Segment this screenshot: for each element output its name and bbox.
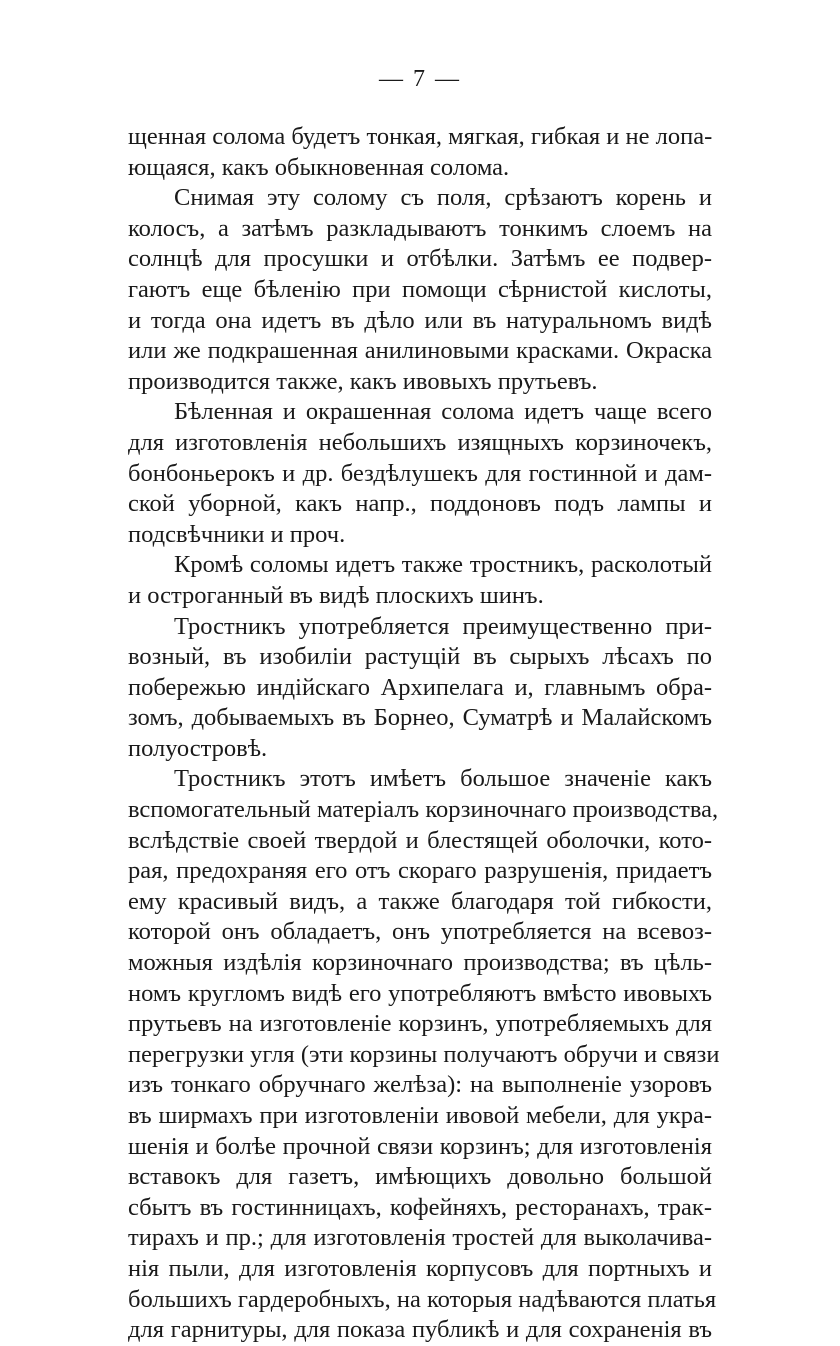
text-line: возный, въ изобиліи растущій въ сырыхъ лѣсахъ по [128, 643, 712, 671]
text-line: для изготовленія небольшихъ изящныхъ корзиночекъ, [128, 428, 712, 456]
text-line: для гарнитуры, для показа публикѣ и для сохраненія въ [128, 1316, 712, 1344]
text-line: щенная солома будетъ тонкая, мягкая, гибкая и не лопа- [128, 123, 713, 150]
text-line: ской уборной, какъ напр., поддоновъ подъ лампы и [128, 490, 712, 518]
text-line: которой онъ обладаетъ, онъ употребляется на всевоз- [128, 918, 712, 946]
text-line: вставокъ для газетъ, имѣющихъ довольно большой [128, 1163, 712, 1191]
text-line: или же подкрашенная анилиновыми красками. Окраска [128, 337, 712, 365]
text-line: номъ кругломъ видѣ его употребляютъ вмѣсто ивовыхъ [128, 979, 712, 1007]
text-line: прутьевъ на изготовленіе корзинъ, употребляемыхъ для [128, 1010, 712, 1038]
paragraph [128, 183, 712, 397]
text-line: можныя издѣлія корзиночнаго производства; въ цѣль- [128, 949, 712, 977]
paragraph [128, 122, 712, 183]
text-line: вслѣдствіе своей твердой и блестящей оболочки, кото- [128, 826, 712, 854]
text-line: полуостровѣ. [128, 734, 268, 762]
text-line: Снимая эту солому съ поля, срѣзаютъ корень и [174, 184, 712, 212]
text-line: Тростникъ этотъ имѣетъ большое значеніе какъ [174, 765, 712, 793]
text-line: зомъ, добываемыхъ въ Борнео, Суматрѣ и Малайскомъ [128, 704, 712, 732]
text-line: ему красивый видъ, а также благодаря той гибкости, [128, 887, 712, 915]
text-line: ющаяся, какъ обыкновенная солома. [128, 153, 510, 181]
text-line: Кромѣ соломы идетъ также тростникъ, расколотый [174, 551, 712, 579]
paragraph [128, 612, 712, 765]
text-line: гаютъ еще бѣленію при помощи сѣрнистой кислоты, [128, 275, 712, 303]
text-line: сбытъ въ гостинницахъ, кофейняхъ, ресторанахъ, трак- [128, 1193, 712, 1221]
text-line: шенія и болѣе прочной связи корзинъ; для изготовленія [128, 1132, 712, 1160]
text-line: Бѣленная и окрашенная солома идетъ чаще всего [174, 398, 712, 426]
text-line: нія пыли, для изготовленія корпусовъ для портныхъ и [128, 1254, 712, 1282]
text-line: въ ширмахъ при изготовленіи ивовой мебели, для укра- [128, 1102, 712, 1129]
text-line: побережью индійскаго Архипелага и, главнымъ обра- [128, 673, 712, 701]
text-line: производится также, какъ ивовыхъ прутьевъ. [128, 367, 598, 395]
text-line: и остроганный въ видѣ плоскихъ шинъ. [128, 581, 544, 609]
text-line: подсвѣчники и проч. [128, 520, 346, 548]
text-line: бонбоньерокъ и др. бездѣлушекъ для гостинной и дам- [128, 459, 712, 487]
paragraph [128, 397, 712, 550]
text-line: солнцѣ для просушки и отбѣлки. Затѣмъ ее подвер- [128, 245, 712, 273]
text-line: рая, предохраняя его отъ скораго разрушенія, придаетъ [128, 857, 712, 885]
paragraph [128, 764, 720, 1345]
text-line: перегрузки угля (эти корзины получаютъ обручи и связи [128, 1040, 720, 1068]
paragraph [128, 550, 712, 611]
text-line: колосъ, а затѣмъ разкладываютъ тонкимъ слоемъ на [128, 214, 712, 242]
text-line: большихъ гардеробныхъ, на которыя надѣваются платья [128, 1285, 717, 1313]
text-line: изъ тонкаго обручнаго желѣза): на выполненіе узоровъ [128, 1071, 712, 1099]
text-line: Тростникъ употребляется преимущественно при- [174, 612, 712, 640]
text-line: и тогда она идетъ въ дѣло или въ натуральномъ видѣ [128, 306, 712, 334]
text-line: тирахъ и пр.; для изготовленія тростей для выколачива- [128, 1224, 712, 1252]
page-number: — 7 — [379, 66, 461, 92]
text-line: вспомогательный матеріалъ корзиночнаго производства, [128, 796, 719, 824]
page-text [128, 122, 720, 1346]
